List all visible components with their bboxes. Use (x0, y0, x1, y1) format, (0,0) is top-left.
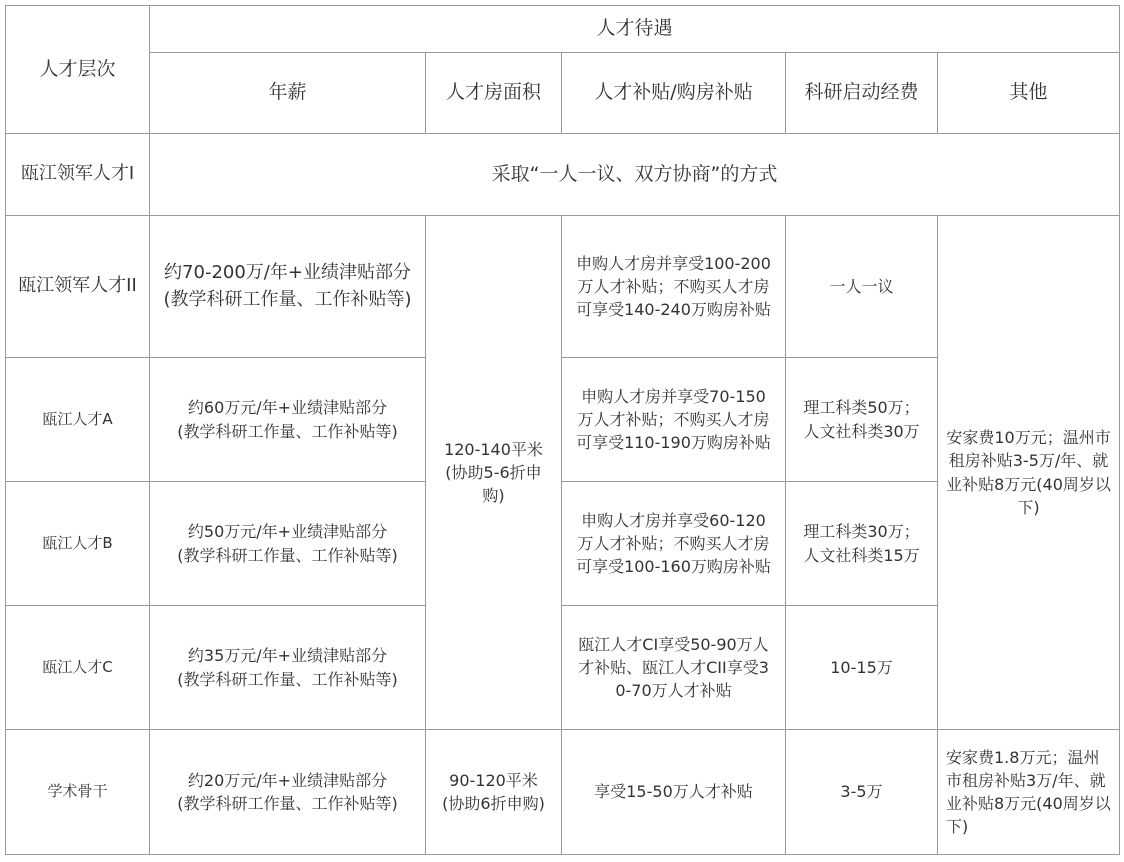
salary-note: (教学科研工作量、工作补贴等) (177, 421, 398, 441)
level-cell: 瓯江领军人才II (6, 216, 150, 358)
table-row (6, 730, 1120, 855)
header-row-1 (6, 6, 1120, 53)
research-fund-cell: 10-15万 (786, 606, 938, 730)
subsidy-cell: 申购人才房并享受60-120万人才补贴；不购买人才房可享受100-160万购房补贴 (562, 482, 786, 606)
table-row (6, 134, 1120, 216)
shared-housing-area-cell: 120-140平米(协助5-6折申购) (426, 216, 562, 730)
research-fund-cell: 理工科类30万；人文社科类15万 (786, 482, 938, 606)
salary-text: 约70-200万/年+业绩津贴部分 (164, 262, 411, 284)
header-row-2 (6, 53, 1120, 134)
housing-area-cell: 90-120平米(协助6折申购) (426, 730, 562, 855)
subsidy-cell: 享受15-50万人才补贴 (562, 730, 786, 855)
salary-text: 约20万元/年+业绩津贴部分 (187, 770, 388, 790)
table-row (6, 216, 1120, 358)
salary-cell (150, 216, 426, 358)
subsidy-cell: 申购人才房并享受70-150万人才补贴；不购买人才房可享受110-190万购房补贴 (562, 358, 786, 482)
salary-cell (150, 606, 426, 730)
header-treatment: 人才待遇 (150, 6, 1120, 53)
salary-text: 约60万元/年+业绩津贴部分 (187, 398, 388, 418)
header-research-fund: 科研启动经费 (786, 53, 938, 134)
subsidy-cell: 申购人才房并享受100-200万人才补贴；不购买人才房可享受140-240万购房补贴 (562, 216, 786, 358)
merged-policy-cell: 采取“一人一议、双方协商”的方式 (150, 134, 1120, 216)
salary-cell (150, 730, 426, 855)
salary-cell (150, 482, 426, 606)
research-fund-cell: 一人一议 (786, 216, 938, 358)
salary-note: (教学科研工作量、工作补贴等) (177, 669, 398, 689)
salary-note: (教学科研工作量、工作补贴等) (177, 545, 398, 565)
header-housing-area: 人才房面积 (426, 53, 562, 134)
research-fund-cell: 理工科类50万；人文社科类30万 (786, 358, 938, 482)
header-salary: 年薪 (150, 53, 426, 134)
level-cell: 学术骨干 (6, 730, 150, 855)
talent-treatment-table (5, 5, 1120, 855)
level-cell: 瓯江人才B (6, 482, 150, 606)
research-fund-cell: 3-5万 (786, 730, 938, 855)
subsidy-cell: 瓯江人才CI享受50-90万人才补贴、瓯江人才CII享受30-70万人才补贴 (562, 606, 786, 730)
level-cell: 瓯江领军人才I (6, 134, 150, 216)
header-other: 其他 (938, 53, 1120, 134)
header-level: 人才层次 (6, 6, 150, 134)
header-subsidy: 人才补贴/购房补贴 (562, 53, 786, 134)
level-cell: 瓯江人才A (6, 358, 150, 482)
salary-text: 约35万元/年+业绩津贴部分 (187, 646, 388, 666)
salary-note: (教学科研工作量、工作补贴等) (177, 794, 398, 813)
salary-text: 约50万元/年+业绩津贴部分 (187, 522, 388, 542)
salary-note: (教学科研工作量、工作补贴等) (163, 288, 412, 310)
other-cell: 安家费1.8万元；温州市租房补贴3万/年、就业补贴8万元(40周岁以下) (938, 730, 1120, 855)
salary-cell (150, 358, 426, 482)
level-cell: 瓯江人才C (6, 606, 150, 730)
shared-other-cell: 安家费10万元；温州市租房补贴3-5万/年、就业补贴8万元(40周岁以下) (938, 216, 1120, 730)
